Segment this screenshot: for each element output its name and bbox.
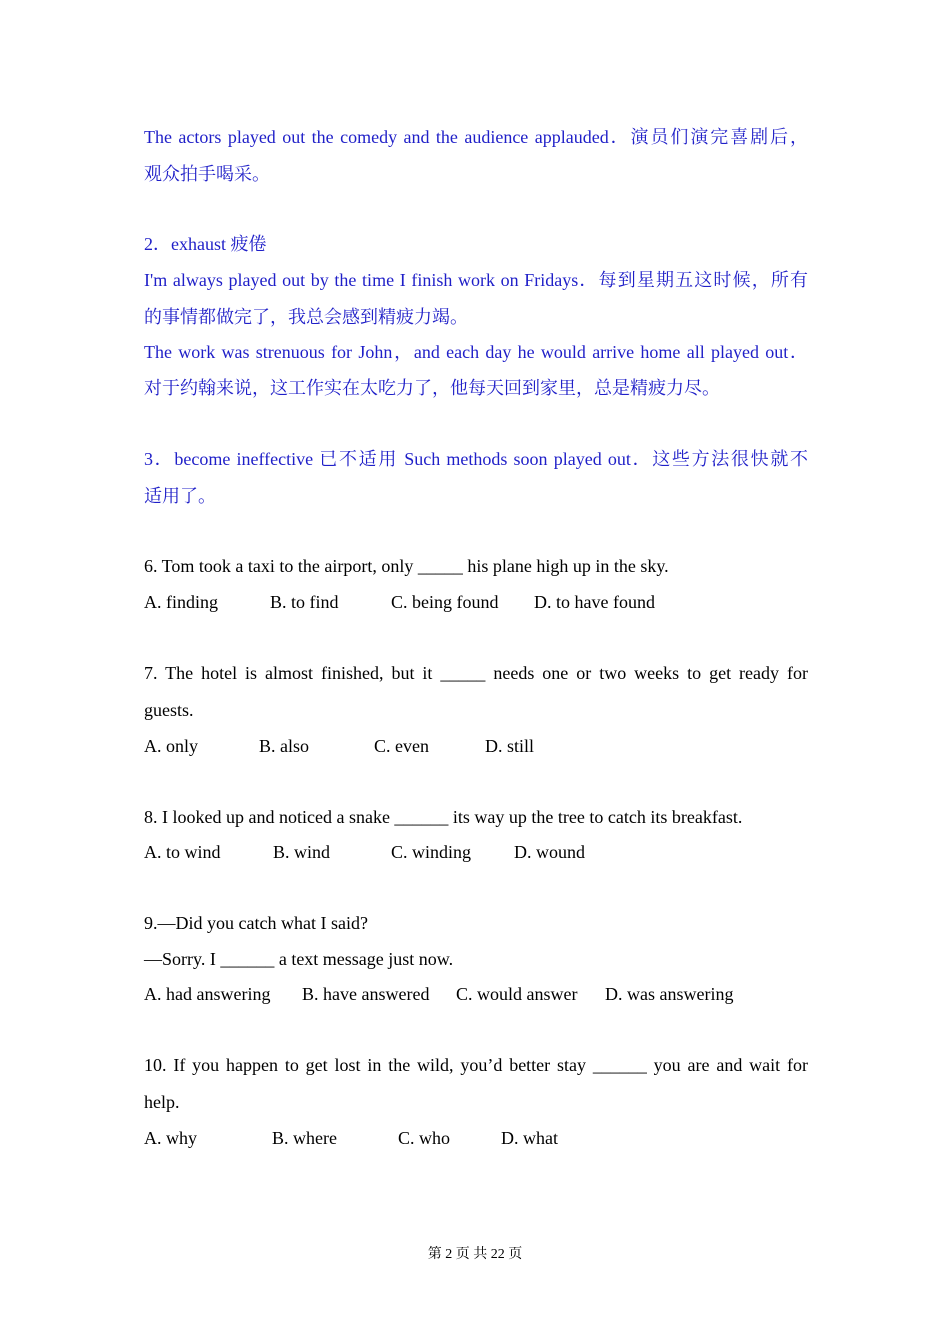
option-c: C. who	[398, 1128, 451, 1148]
sense-3-continuation: 适用了。	[144, 486, 216, 506]
question-10-stem: 10. If you happen to get lost in the wild, you’d better stay ______ you are and wait for	[144, 1055, 808, 1075]
option-b: B. have answered	[302, 984, 430, 1004]
option-d: D. still	[485, 736, 535, 756]
sense-2-example-1: I'm always played out by the time I finish work on Fridays．每到星期五这时候，所有	[144, 270, 808, 290]
option-c: C. winding	[391, 842, 472, 862]
sense-2-example-2: The work was strenuous for John，and each day he would arrive home all played out．	[144, 342, 808, 362]
option-c: C. would answer	[456, 984, 578, 1004]
page-number-footer: 第 2 页 共 22 页	[427, 1247, 523, 1262]
question-9-stem: 9.—Did you catch what I said?	[144, 913, 368, 933]
option-b: B. where	[272, 1128, 337, 1148]
option-b: B. also	[259, 736, 310, 756]
option-d: D. what	[501, 1128, 558, 1148]
question-7-stem-continuation: guests.	[144, 700, 194, 720]
question-9-stem-reply: —Sorry. I ______ a text message just now.	[144, 949, 454, 969]
question-8-stem: 8. I looked up and noticed a snake ______ its way up the tree to catch its breakfast.	[144, 807, 743, 827]
option-c: C. being found	[391, 592, 499, 612]
option-d: D. was answering	[605, 984, 734, 1004]
question-10-stem-continuation: help.	[144, 1092, 180, 1112]
note-example-line: The actors played out the comedy and the audience applauded．演员们演完喜剧后，	[144, 127, 808, 147]
option-c: C. even	[374, 736, 429, 756]
sense-2-example-1-translation: 的事情都做完了，我总会感到精疲力竭。	[144, 307, 468, 327]
sense-3-line: 3．become ineffective 已不适用 Such methods soon played out．这些方法很快就不	[144, 449, 808, 469]
question-6-stem: 6. Tom took a taxi to the airport, only _____ his plane high up in the sky.	[144, 556, 669, 576]
option-a: A. only	[144, 736, 198, 756]
option-a: A. why	[144, 1128, 197, 1148]
option-a: A. to wind	[144, 842, 221, 862]
note-example-translation: 观众拍手喝采。	[144, 164, 270, 184]
option-a: A. had answering	[144, 984, 271, 1004]
sense-2-example-2-translation: 对于约翰来说，这工作实在太吃力了，他每天回到家里，总是精疲力尽。	[144, 378, 720, 398]
option-d: D. to have found	[534, 592, 655, 612]
option-a: A. finding	[144, 592, 218, 612]
sense-2-heading: 2．exhaust 疲倦	[144, 234, 267, 254]
question-7-stem: 7. The hotel is almost finished, but it _____ needs one or two weeks to get ready for	[144, 663, 808, 683]
option-d: D. wound	[514, 842, 585, 862]
option-b: B. wind	[273, 842, 331, 862]
option-b: B. to find	[270, 592, 339, 612]
